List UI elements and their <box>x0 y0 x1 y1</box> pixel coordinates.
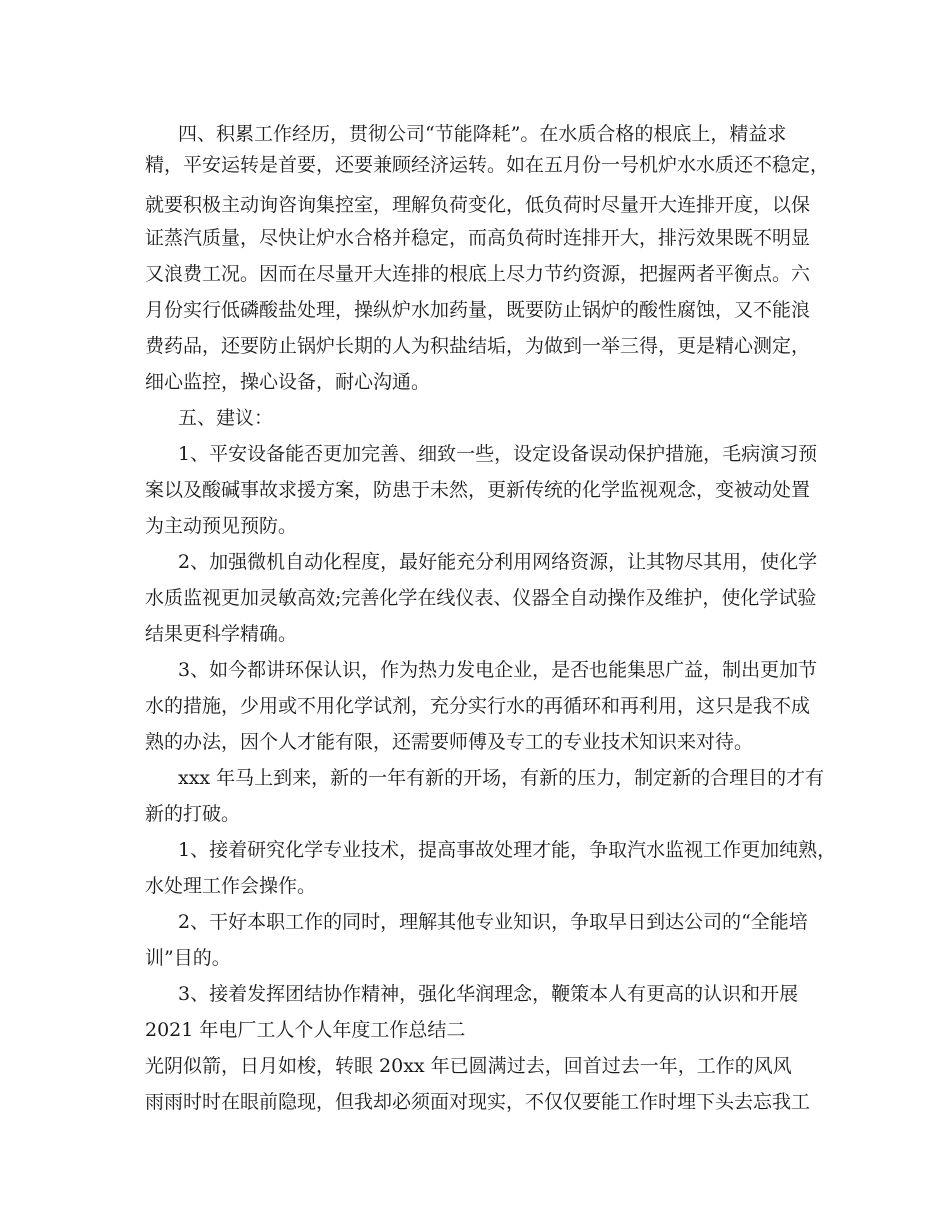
text-line: 为主动预见预防。 <box>145 515 298 537</box>
text-line: 水处理工作会操作。 <box>145 875 317 897</box>
text-line: 结果更科学精确。 <box>145 623 298 645</box>
text-line: 水的措施，少用或不用化学试剂，充分实行水的再循环和再利用，这只是我不成 <box>145 695 811 717</box>
text-line: 光阴似箭，日月如梭，转眼 20xx 年已圆满过去，回首过去一年，工作的风风 <box>145 1055 792 1077</box>
text-line: 费药品，还要防止锅炉长期的人为积盐结垢，为做到一举三得，更是精心测定， <box>145 335 811 357</box>
text-line: 1、接着研究化学专业技术，提高事故处理才能，争取汽水监视工作更加纯熟， <box>178 839 837 861</box>
text-line: 案以及酸碱事故求援方案，防患于未然，更新传统的化学监视观念，变被动处置 <box>145 479 811 501</box>
text-line: 新的打破。 <box>145 803 241 825</box>
text-line: 就要积极主动询咨询集控室，理解负荷变化，低负荷时尽量开大连排开度，以保 <box>145 194 811 216</box>
text-line: 3、如今都讲环保认识，作为热力发电企业，是否也能集思广益，制出更加节 <box>178 659 818 681</box>
section-heading: 五、建议： <box>178 407 274 429</box>
text-line: 月份实行低磷酸盐处理，操纵炉水加药量，既要防止锅炉的酸性腐蚀，又不能浪 <box>145 299 811 321</box>
text-line: 雨雨时时在眼前隐现，但我却必须面对现实，不仅仅要能工作时埋下头去忘我工 <box>145 1091 811 1113</box>
text-line: 精，平安运转是首要，还要兼顾经济运转。如在五月份一号机炉水水质还不稳定， <box>145 154 830 176</box>
text-line: 四、积累工作经历，贯彻公司“节能降耗”。在水质合格的根底上，精益求 <box>178 123 787 145</box>
text-line: 2、干好本职工作的同时，理解其他专业知识，争取早日到达公司的“全能培 <box>178 911 808 933</box>
section-title: 2021 年电厂工人个人年度工作总结二 <box>145 1019 466 1041</box>
text-line: 1、平安设备能否更加完善、细致一些，设定设备误动保护措施，毛病演习预 <box>178 443 818 465</box>
text-line: 水质监视更加灵敏高效;完善化学在线仪表、仪器全自动操作及维护，使化学试验 <box>145 587 817 609</box>
text-line: 2、加强微机自动化程度，最好能充分利用网络资源，让其物尽其用，使化学 <box>178 551 818 573</box>
text-line: 细心监控，操心设备，耐心沟通。 <box>145 371 431 393</box>
text-line: 熟的办法，因个人才能有限，还需要师傅及专工的专业技术知识来对待。 <box>145 731 754 753</box>
text-line: 证蒸汽质量，尽快让炉水合格并稳定，而高负荷时连排开大，排污效果既不明显 <box>145 227 811 249</box>
text-line: 训”目的。 <box>145 947 231 969</box>
text-line: 又浪费工况。因而在尽量开大连排的根底上尽力节约资源，把握两者平衡点。六 <box>145 263 811 285</box>
text-line: xxx 年马上到来，新的一年有新的开场，有新的压力，制定新的合理目的才有 <box>178 767 825 789</box>
text-line: 3、接着发挥团结协作精神，强化华润理念，鞭策本人有更高的认识和开展 <box>178 983 799 1005</box>
